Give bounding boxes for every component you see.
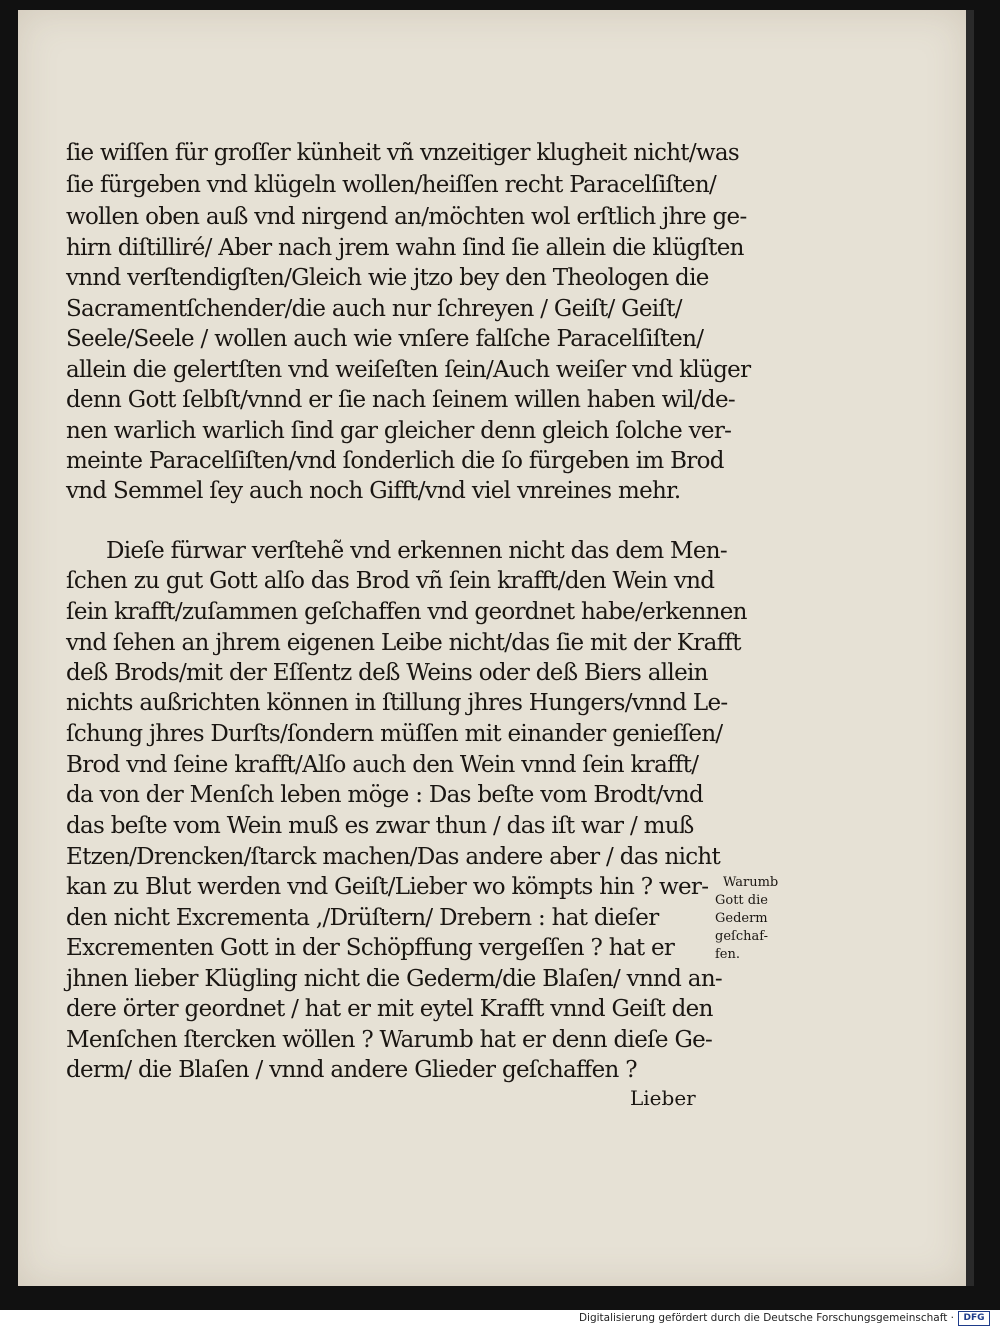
text-line: da von der Menſch leben möge : Das beſte vom Brodt/vnd (66, 782, 704, 808)
text-line: ſchen zu gut Gott alſo das Brod vñ ſein krafft/den Wein vnd (66, 568, 715, 594)
text-line: Dieſe fürwar verſtehẽ vnd erkennen nicht das dem Men- (106, 538, 727, 564)
book-edge (966, 10, 974, 1286)
text-line: nen warlich warlich ſind gar gleicher denn gleich ſolche ver- (66, 418, 732, 444)
text-line: ſein krafft/zuſammen geſchaffen vnd geordnet habe/erkennen (66, 599, 747, 625)
text-line: denn Gott ſelbſt/vnnd er ſie nach ſeinem willen haben wil/de- (66, 387, 735, 413)
text-line: Sacramentſchender/die auch nur ſchreyen / Geiſt/ Geiſt/ (66, 296, 682, 322)
text-line: das beſte vom Wein muß es zwar thun / das iſt war / muß (66, 813, 694, 839)
text-line: kan zu Blut werden vnd Geiſt/Lieber wo kömpts hin ? wer- (66, 874, 709, 900)
text-line: dere örter geordnet / hat er mit eytel Krafft vnnd Geiſt den (66, 996, 713, 1022)
text-line: wollen oben auß vnd nirgend an/möchten wol erſtlich jhre ge- (66, 204, 747, 230)
text-line: vnd ſehen an jhrem eigenen Leibe nicht/das ſie mit der Krafft (66, 630, 741, 656)
text-line: ſchung jhres Durſts/ſondern müſſen mit einander genieſſen/ (66, 721, 723, 747)
text-line: vnnd verſtendigſten/Gleich wie jtzo bey den Theologen die (66, 265, 709, 291)
gloss-line: fen. (715, 947, 741, 962)
gloss-line: Gott die (715, 893, 768, 908)
text-line: Menſchen ſtercken wöllen ? Warumb hat er denn dieſe Ge- (66, 1027, 713, 1053)
gloss-line: Gederm (715, 911, 768, 926)
text-line: Etzen/Drencken/ſtarck machen/Das andere aber / das nicht (66, 844, 721, 870)
catchword: Lieber (630, 1086, 696, 1110)
text-line: deß Brods/mit der Eſſentz deß Weins oder deß Biers allein (66, 660, 708, 686)
gloss-line: Warumb (723, 875, 779, 890)
document-page (18, 10, 966, 1286)
text-line: ſie wiſſen für groſſer künheit vñ vnzeitiger klugheit nicht/was (66, 140, 739, 166)
dfg-logo: DFG (958, 1311, 990, 1326)
text-line: vnd Semmel ſey auch noch Gifft/vnd viel vnreines mehr. (66, 478, 681, 504)
text-line: jhnen lieber Klügling nicht die Gederm/die Blaſen/ vnnd an- (66, 966, 722, 992)
text-line: Excrementen Gott in der Schöpffung vergeſſen ? hat er (66, 935, 675, 961)
text-line: derm/ die Blaſen / vnnd andere Glieder geſchaffen ? (66, 1057, 637, 1083)
text-line: Seele/Seele / wollen auch wie vnſere falſche Paracelſiſten/ (66, 326, 704, 352)
text-line: ſie fürgeben vnd klügeln wollen/heiſſen recht Paracelſiſten/ (66, 172, 716, 198)
text-line: hirn diſtilliré/ Aber nach jrem wahn ſind ſie allein die klügſten (66, 235, 744, 261)
text-line: Brod vnd ſeine krafft/Alſo auch den Wein vnnd ſein krafft/ (66, 752, 699, 778)
funding-credit: Digitalisierung gefördert durch die Deutsche Forschungsgemeinschaft · (578, 1312, 954, 1324)
gloss-line: geſchaf- (715, 929, 768, 944)
text-line: nichts außrichten können in ſtillung jhres Hungers/vnnd Le- (66, 690, 728, 716)
text-line: den nicht Excrementa ,/Drüſtern/ Drebern : hat dieſer (66, 905, 659, 931)
text-line: meinte Paracelſiſten/vnd ſonderlich die ſo fürgeben im Brod (66, 448, 724, 474)
text-line: allein die gelertſten vnd weiſeſten ſein/Auch weiſer vnd klüger (66, 357, 751, 383)
footer-bar (0, 1310, 1000, 1329)
